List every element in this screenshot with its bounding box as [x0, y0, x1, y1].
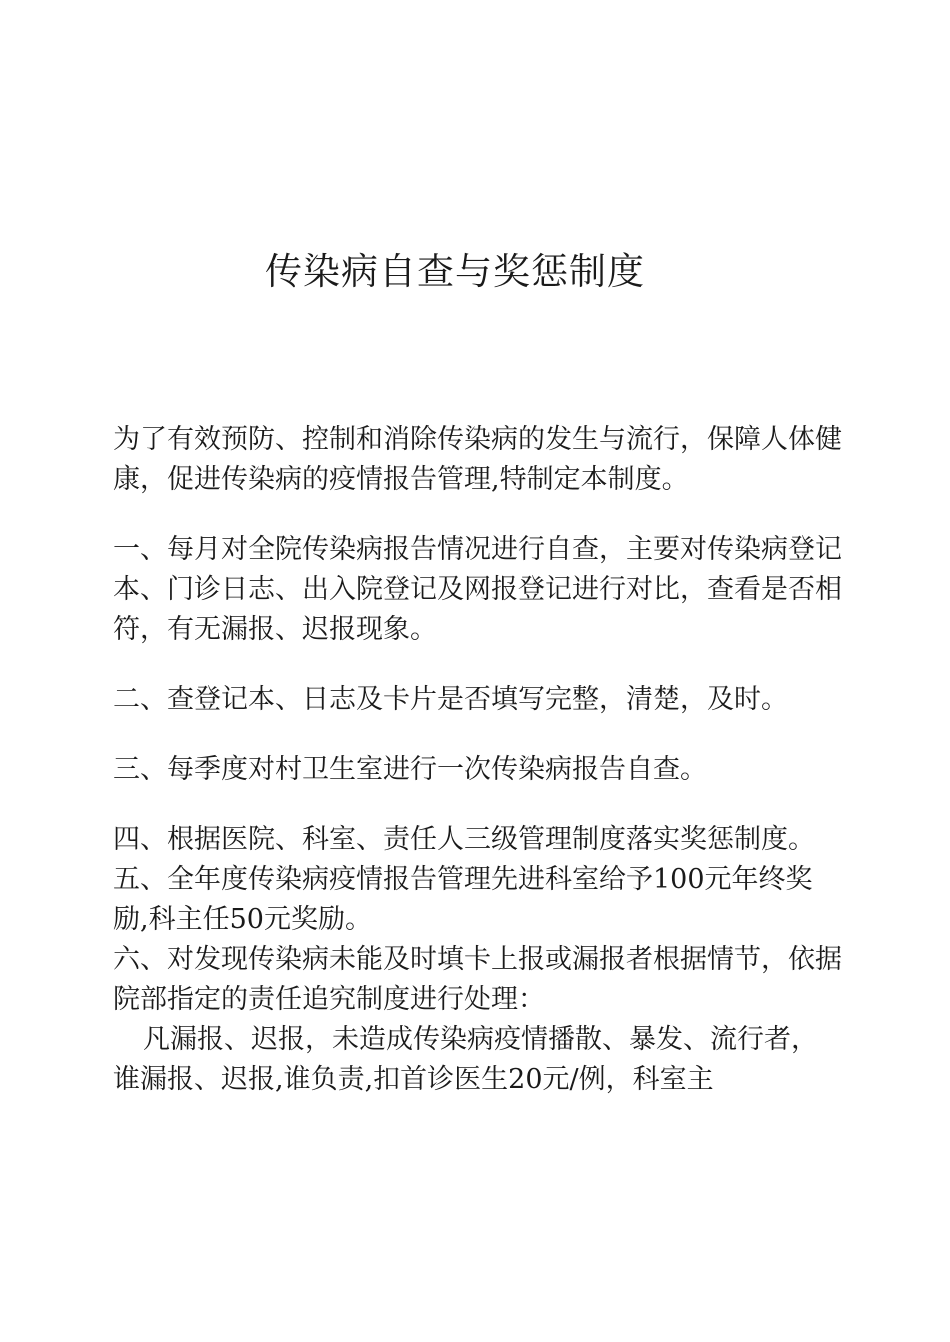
- clause-6-detail-paragraph: 凡漏报、迟报，未造成传染病疫情播散、暴发、流行者，谁漏报、迟报,谁负责,扣首诊医生20元/例，科室主: [113, 1024, 818, 1095]
- clause-6-paragraph: 六、对发现传染病未能及时填卡上报或漏报者根据情节，依据院部指定的责任追究制度进行处理：: [113, 944, 842, 1015]
- clause-5-paragraph: 五、全年度传染病疫情报告管理先进科室给予100元年终奖励,科主任50元奖励。: [113, 864, 813, 935]
- document-title: 传染病自查与奖惩制度: [265, 250, 645, 293]
- clause-1-paragraph: 一、每月对全院传染病报告情况进行自查，主要对传染病登记本、门诊日志、出入院登记及网报登记进行对比，查看是否相符，有无漏报、迟报现象。: [113, 534, 842, 645]
- document-body: [113, 420, 843, 1100]
- clause-4-paragraph: 四、根据医院、科室、责任人三级管理制度落实奖惩制度。: [113, 824, 815, 855]
- clause-2-paragraph: 二、查登记本、日志及卡片是否填写完整，清楚，及时。: [113, 684, 788, 715]
- intro-paragraph: 为了有效预防、控制和消除传染病的发生与流行，保障人体健康，促进传染病的疫情报告管理,特制定本制度。: [113, 424, 842, 495]
- clause-3-paragraph: 三、每季度对村卫生室进行一次传染病报告自查。: [113, 754, 707, 785]
